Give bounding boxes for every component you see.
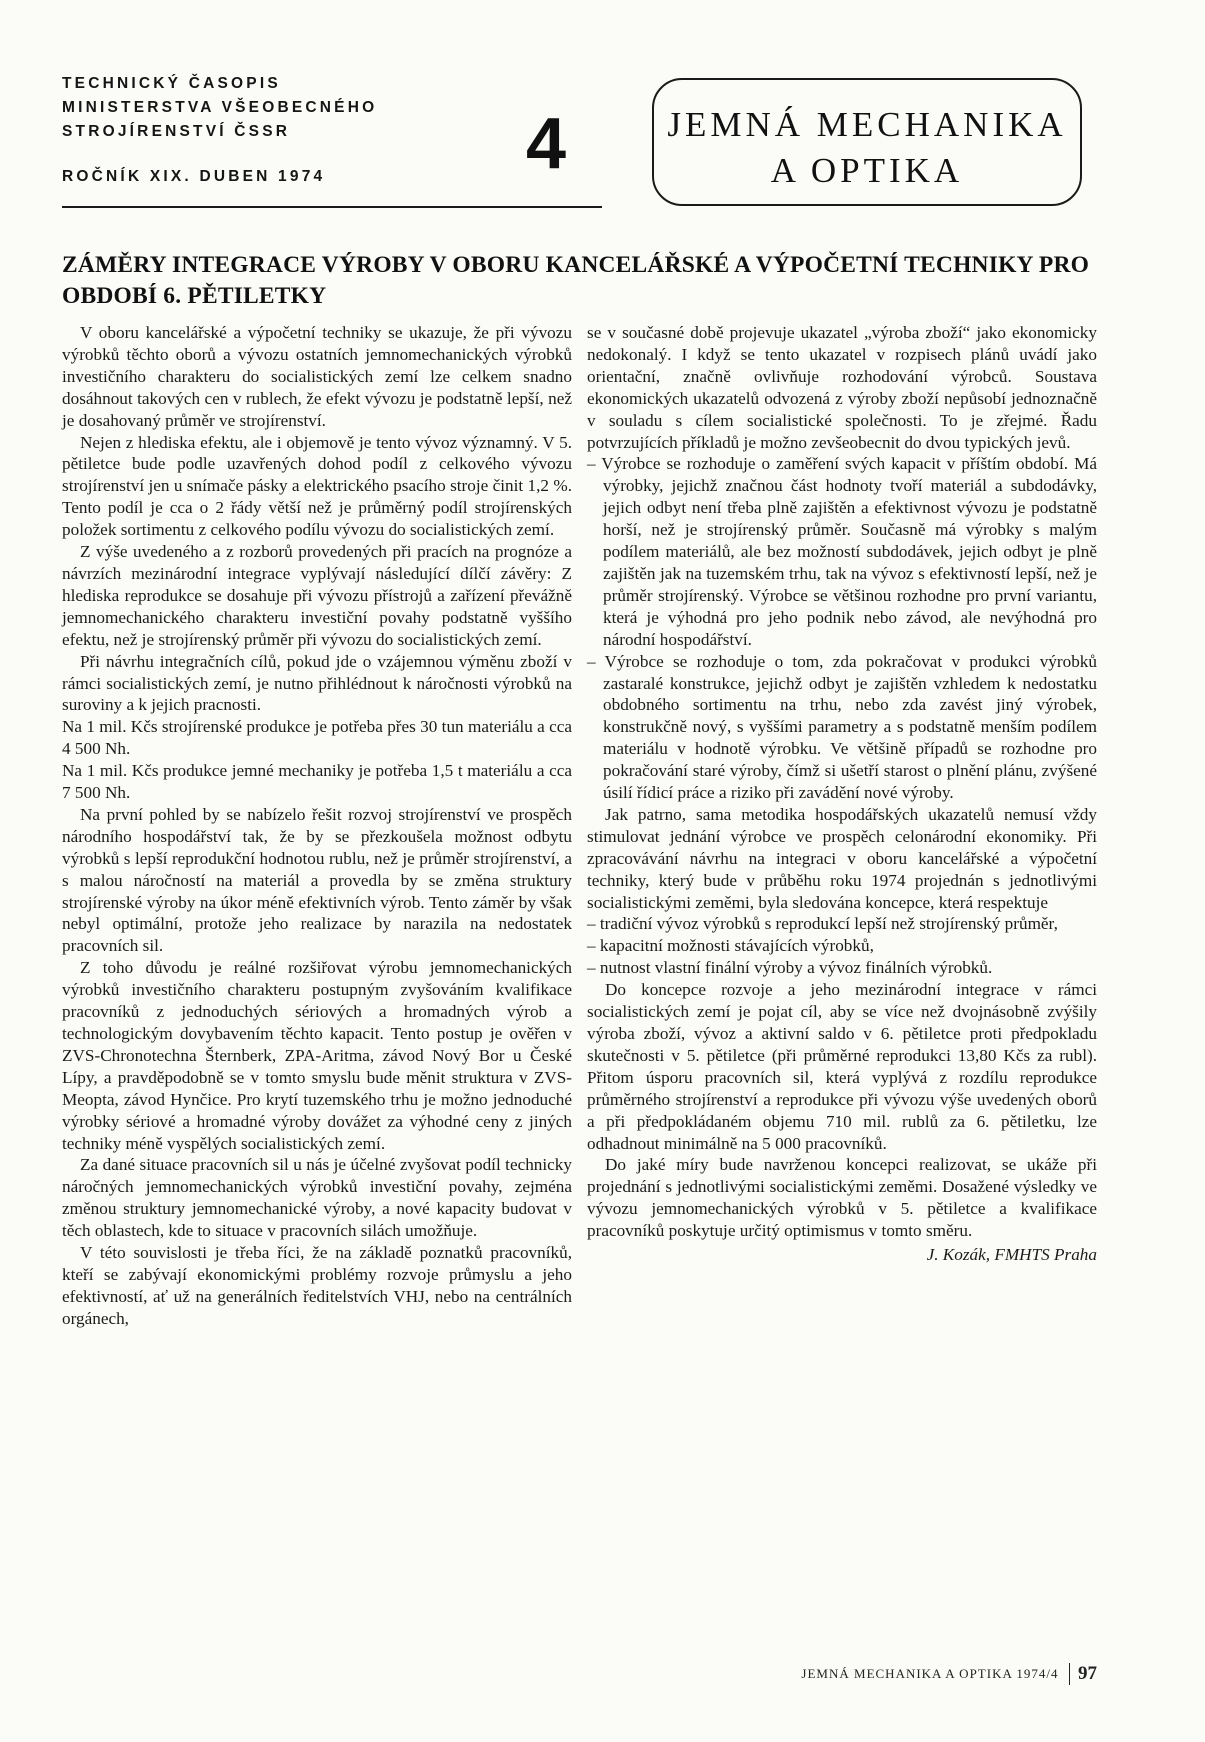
paragraph: se v současné době projevuje ukazatel „výroba zboží“ jako ekonomicky nedokonalý. I když se tento ukazatel v rozpisech plánů uvádí jako orientační, značně ovlivňuje rozhodování výrobců. Soustava ekonomických ukazatelů odvozená z výroby zboží nepůsobí jednoznačně v souladu s cílem socialistické společnosti. To je zřejmé. Řadu potvrzujících příkladů je možno zevšeobecnit do dvou typických jevů. [587, 323, 1097, 452]
list-item: – tradiční vývoz výrobků s reprodukcí lepší než strojírenský průměr, [587, 914, 1058, 934]
article-title: ZÁMĚRY INTEGRACE VÝROBY V OBORU KANCELÁŘSKÉ A VÝPOČETNÍ TECHNIKY PRO OBDOBÍ 6. PĚTILETKY [62, 252, 1090, 309]
list-item: – kapacitní možnosti stávajících výrobků, [587, 936, 874, 956]
footer-journal: JEMNÁ MECHANIKA A OPTIKA 1974/4 [801, 1666, 1059, 1681]
paragraph: Nejen z hlediska efektu, ale i objemově je tento vývoz významný. V 5. pětiletce bude podle uzavřených dohod podíl z celkového vývozu strojírenství jen u snímače pásky a elektrického psacího stroje činit 1,2 %. Tento podíl je cca o 2 řády větší než je průměrný podíl strojírenských položek sortimentu z celkového podílu vývozu do socialistických zemí. [62, 432, 572, 540]
paragraph: Na 1 mil. Kčs strojírenské produkce je potřeba přes 30 tun materiálu a cca 4 500 Nh. [62, 717, 572, 759]
paragraph: Z výše uvedeného a z rozborů provedených při pracích na prognóze a návrzích mezinárodní integrace vyplývají následující dílčí závěry: Z hlediska reprodukce se dosahuje při vývozu přístrojů a zařízení převážně jemnomechanického charakteru investiční povahy podstatně vyššího efektu, než je strojírenský průměr při vývozu do socialistických zemí. [62, 542, 572, 649]
paragraph: Jak patrno, sama metodika hospodářských ukazatelů nemusí vždy stimulovat jednání výrobce ve prospěch celonárodní ekonomiky. Při zpracovávání návrhu na integraci v oboru kancelářské a výpočetní techniky, který bude v průběhu roku 1974 projednán s jednotlivými socialistickými zeměmi, byla sledována koncepce, která respektuje [587, 804, 1097, 912]
page-footer [801, 1663, 1097, 1685]
page-number: 97 [1078, 1663, 1097, 1684]
author-signature: J. Kozák, FMHTS Praha [926, 1245, 1097, 1265]
paragraph: Při návrhu integračních cílů, pokud jde o vzájemnou výměnu zboží v rámci socialistických zemí, je nutno přihlédnout k náročnosti výrobků na suroviny a k jejich pracnosti. [62, 651, 572, 715]
masthead [62, 72, 377, 189]
publisher-line-2: MINISTERSTVA VŠEOBECNÉHO [62, 99, 378, 116]
issue-number: 4 [526, 104, 567, 184]
paragraph: V této souvislosti je třeba říci, že na základě poznatků pracovníků, kteří se zabývají ekonomickými problémy rozvoje průmyslu a jeho efektivností, ať už na generálních ředitelstvích VHJ, nebo na centrálních orgánech, [62, 1243, 572, 1328]
masthead-rule [62, 206, 602, 208]
paragraph: Do jaké míry bude navrženou koncepci realizovat, se ukáže při projednání s jednotlivými socialistickými zeměmi. Dosažené výsledky ve vývozu jemnomechanických výrobků v 5. pětiletce a kvalifikace pracovníků poskytuje určitý optimismus v tomto směru. [587, 1155, 1097, 1241]
list-item: – Výrobce se rozhoduje o tom, zda pokračovat v produkci výrobků zastaralé konstrukce, jejichž odbyt je zajištěn vzhledem k nedostatku obdobného sortimentu na trhu, nebo zda zavést jiný výrobek, konstrukčně nový, s vyššími parametry a s podstatně menším podílem materiálu v hodnotě výrobku. Ve většině případů se rozhodne pro pokračování staré výroby, čímž si ušetří starost o plnění plánu, zvýšené úsilí řídicí práce a riziko při zavádění nové výroby. [587, 651, 1097, 803]
footer-divider [1069, 1663, 1071, 1685]
right-column [587, 322, 1097, 1266]
paragraph: Za dané situace pracovních sil u nás je účelné zvyšovat podíl technicky náročných jemnomechanických výrobků investiční povahy, zejména změnou struktury jemnomechanické výroby, a nové kapacity budovat v těch oblastech, kde to situace v pracovních silách umožňuje. [62, 1155, 572, 1241]
journal-title-line-1: JEMNÁ MECHANIKA [667, 105, 1067, 144]
paragraph: V oboru kancelářské a výpočetní techniky se ukazuje, že při vývozu výrobků těchto oborů a vývozu ostatních jemnomechanických výrobků investičního charakteru do socialistických zemí lze celkem snadno dosáhnout takových cen v rublech, že efekt vývozu je podstatně lepší, než je dosahovaný průměr ve strojírenství. [62, 323, 572, 430]
volume-date: ROČNÍK XIX. DUBEN 1974 [62, 168, 326, 185]
list-item: – Výrobce se rozhoduje o zaměření svých kapacit v příštím období. Má výrobky, jejichž značnou část hodnoty tvoří materiál a subdodávky, jejich odbyt není třeba plně zajištěn a efektivnost vývozu je podstatně horší, než je strojírenský průměr. Současně má výrobky s malým podílem materiálů, ale bez možností subdodávek, jejich odbyt je plně zajištěn jak na tuzemském trhu, tak na vývoz s efektivností lepší, než je průměr strojírenský. Výrobce se většinou rozhodne pro první variantu, která je výhodná pro jeho podnik nebo závod, ale nevýhodná pro národní hospodářství. [587, 454, 1097, 649]
left-column [62, 322, 572, 1330]
journal-title-line-2: A OPTIKA [770, 151, 964, 190]
list-item: – nutnost vlastní finální výroby a vývoz finálních výrobků. [587, 958, 993, 978]
publisher-line-1: TECHNICKÝ ČASOPIS [62, 75, 281, 92]
paragraph: Z toho důvodu je reálné rozšiřovat výrobu jemnomechanických výrobků investičního charakteru postupným zvyšováním kvalifikace pracovníků z jednoduchých sériových a hromadných výrob a technologickým dovybavením těchto kapacit. Tento postup je ověřen v ZVS-Chronotechna Šternberk, ZPA-Aritma, závod Nový Bor u České Lípy, a pravděpodobně se v tomto smyslu bude měnit struktura v ZVS-Meopta, závod Hynčice. Pro krytí tuzemského trhu je možno jednoduché výrobky sériové a hromadné výroby dovážet za výhodné ceny z jiných techniky méně vyspělých socialistických zemí. [62, 958, 572, 1153]
journal-title-box [652, 78, 1082, 206]
publisher-line-3: STROJÍRENSTVÍ ČSSR [62, 123, 291, 140]
paragraph: Na první pohled by se nabízelo řešit rozvoj strojírenství ve prospěch národního hospodářství tak, že by se přezkoušela možnost odbytu výrobků s lepší reprodukční hodnotou rublu, než je průměr strojírenství, a s malou náročností na materiál a provedla by se změna struktury strojírenské výroby na úkor méně efektivních výrob. Tento záměr by však nebyl optimální, protože jeho realizace by narazila na nedostatek pracovních sil. [62, 804, 572, 956]
paragraph: Na 1 mil. Kčs produkce jemné mechaniky je potřeba 1,5 t materiálu a cca 7 500 Nh. [62, 761, 572, 803]
paragraph: Do koncepce rozvoje a jeho mezinárodní integrace v rámci socialistických zemí je pojat cíl, aby se více než dvojnásobně zvýšily výroba zboží, vývoz a aktivní saldo v 6. pětiletce proti předpokladu skutečnosti v 5. pětiletce (při průměrné reprodukci 13,80 Kčs za rubl). Přitom úsporu pracovních sil, která vyplývá z rozdílu reprodukce průměrného strojírenství a reprodukce při vývozu výše uvedených oborů a při předpokládaném objemu 710 mil. rublů za 6. pětiletku, lze odhadnout minimálně na 5 000 pracovníků. [587, 980, 1097, 1153]
